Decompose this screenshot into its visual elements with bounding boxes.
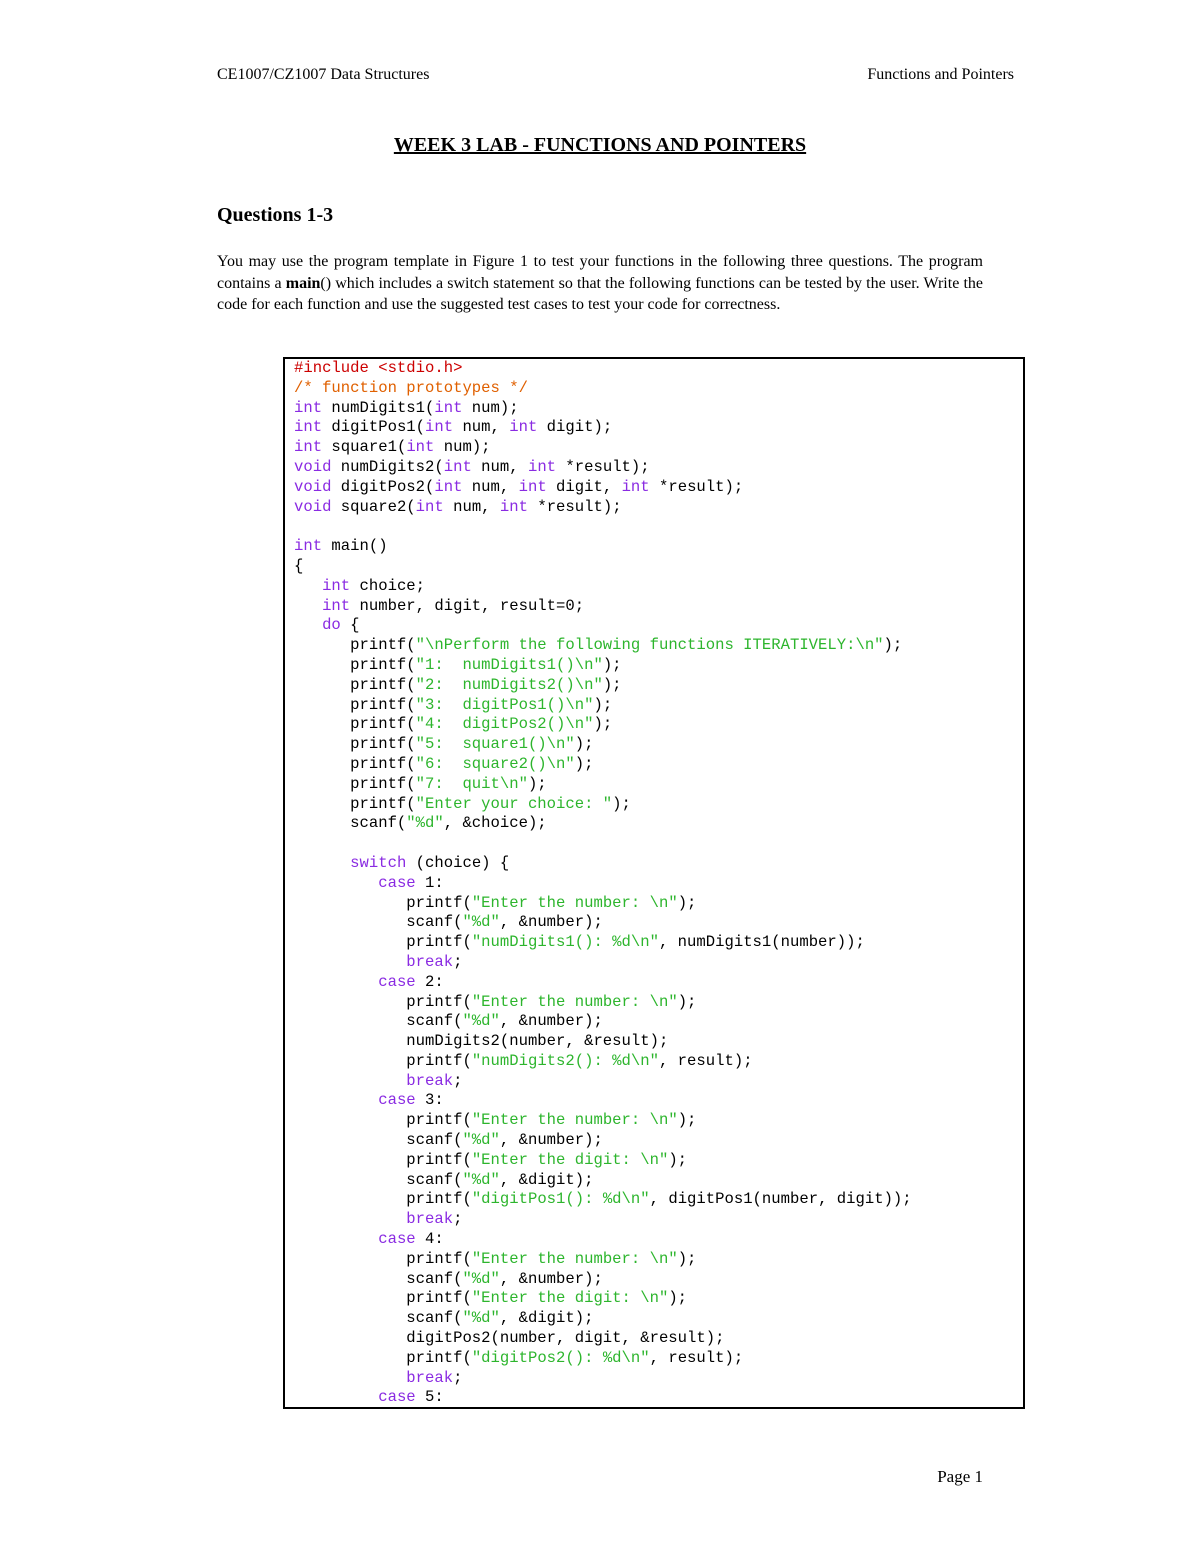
code-token: ); <box>677 1111 697 1130</box>
code-token: numDigits2( <box>331 457 444 476</box>
code-token: , &choice); <box>443 814 547 833</box>
code-token: square1( <box>322 438 407 457</box>
code-token: ); <box>593 695 613 714</box>
code-token: (choice) { <box>406 853 510 872</box>
code-line <box>294 359 912 379</box>
code-line <box>294 1289 912 1309</box>
page-number: Page 1 <box>937 1467 983 1486</box>
code-token: "4: digitPos2()\n" <box>415 715 594 734</box>
code-token: 4: <box>415 1230 444 1249</box>
code-token <box>294 597 322 615</box>
code-token: "%d" <box>462 1309 500 1328</box>
section-heading: Questions 1-3 <box>217 204 334 226</box>
code-line <box>294 1349 912 1369</box>
code-token: break <box>406 952 454 971</box>
code-line <box>294 636 912 656</box>
code-token: printf( <box>294 695 416 714</box>
code-token: case <box>378 1091 416 1110</box>
code-token: scanf( <box>294 913 463 932</box>
code-token: int <box>406 438 435 457</box>
code-token: ; <box>453 952 463 971</box>
code-token: num, <box>453 418 510 437</box>
code-token: "2: numDigits2()\n" <box>415 675 603 694</box>
code-token: printf( <box>294 655 416 674</box>
code-token <box>294 953 406 971</box>
code-line <box>294 498 912 518</box>
code-line <box>294 715 912 735</box>
code-token: "digitPos1(): %d\n" <box>471 1190 650 1209</box>
code-token: printf( <box>294 1150 472 1169</box>
code-token: , &number); <box>499 913 603 932</box>
code-token: "6: square2()\n" <box>415 754 575 773</box>
code-token <box>294 973 378 991</box>
code-token: int <box>621 477 650 496</box>
code-token <box>294 1072 406 1090</box>
code-line <box>294 1012 912 1032</box>
code-token: int <box>322 596 351 615</box>
code-line <box>294 537 912 557</box>
code-token: number, digit, result=0; <box>350 596 585 615</box>
code-line <box>294 577 912 597</box>
code-token: ); <box>668 1150 688 1169</box>
code-line <box>294 1111 912 1131</box>
code-token: ); <box>677 1249 697 1268</box>
code-token: printf( <box>294 675 416 694</box>
code-token: printf( <box>294 1190 472 1209</box>
code-token <box>294 1091 378 1109</box>
code-token: , result); <box>649 1348 744 1367</box>
code-token <box>294 874 378 892</box>
code-token: num, <box>462 477 519 496</box>
code-line <box>294 1091 912 1111</box>
code-token: case <box>378 873 416 892</box>
code-line <box>294 874 912 894</box>
code-line <box>294 517 912 537</box>
code-line <box>294 616 912 636</box>
code-token: "7: quit\n" <box>415 774 528 793</box>
code-token: void <box>294 497 332 516</box>
code-token: printf( <box>294 715 416 734</box>
code-token: printf( <box>294 893 472 912</box>
code-token: void <box>294 477 332 496</box>
code-token: , &digit); <box>499 1170 594 1189</box>
code-token: int <box>499 497 528 516</box>
code-line <box>294 1190 912 1210</box>
code-token: "5: square1()\n" <box>415 735 575 754</box>
code-token: "%d" <box>462 1269 500 1288</box>
code-line <box>294 1250 912 1270</box>
code-token: "numDigits1(): %d\n" <box>471 933 659 952</box>
code-token: "%d" <box>462 1170 500 1189</box>
code-token: 2: <box>415 972 444 991</box>
code-token: "Enter the digit: \n" <box>471 1289 669 1308</box>
code-line <box>294 1388 912 1408</box>
code-token: printf( <box>294 1289 472 1308</box>
code-token: printf( <box>294 1249 472 1268</box>
code-token: ; <box>453 1210 463 1229</box>
code-line <box>294 953 912 973</box>
code-token: int <box>443 457 472 476</box>
code-token: #include <stdio.h> <box>294 359 463 377</box>
code-line <box>294 478 912 498</box>
code-token: printf( <box>294 774 416 793</box>
code-line <box>294 1270 912 1290</box>
code-token: int <box>434 398 463 417</box>
code-token <box>294 1210 406 1228</box>
code-token: scanf( <box>294 1170 463 1189</box>
code-token: "Enter the digit: \n" <box>471 1150 669 1169</box>
code-token: int <box>434 477 463 496</box>
code-token: scanf( <box>294 814 407 833</box>
code-line <box>294 775 912 795</box>
code-line <box>294 1230 912 1250</box>
page-title: WEEK 3 LAB - FUNCTIONS AND POINTERS <box>393 134 807 156</box>
code-token: 1: <box>415 873 444 892</box>
code-token: int <box>425 418 454 437</box>
code-token: digit); <box>537 418 613 437</box>
code-token: int <box>509 418 538 437</box>
code-token <box>294 1369 406 1387</box>
code-token: choice; <box>350 576 426 595</box>
code-line <box>294 379 912 399</box>
code-line <box>294 854 912 874</box>
code-line <box>294 1309 912 1329</box>
code-token: *result); <box>649 477 744 496</box>
code-token: printf( <box>294 735 416 754</box>
intro-paragraph <box>217 251 983 316</box>
code-token: int <box>518 477 547 496</box>
code-line <box>294 458 912 478</box>
code-token: "%d" <box>462 1131 500 1150</box>
code-token: break <box>406 1071 454 1090</box>
code-line <box>294 676 912 696</box>
code-token: , result); <box>658 1051 753 1070</box>
code-token: printf( <box>294 1348 472 1367</box>
intro-main-keyword: main <box>285 274 321 292</box>
code-token: square2( <box>331 497 416 516</box>
intro-text-2: () which includes a switch statement so that the following functions can be tested by the user. Write the code for each function and use the suggested test cases to test your code for correctness. <box>217 274 983 314</box>
code-token: digit, <box>546 477 622 496</box>
code-token: *result); <box>556 457 650 476</box>
intro-text-1: You may use the program template in Figure 1 to test your functions in the following three questions. The program contains a <box>217 253 983 292</box>
code-token: , &number); <box>499 1131 603 1150</box>
code-token: ); <box>527 774 547 793</box>
code-token: int <box>294 418 323 437</box>
code-token: ); <box>883 636 903 655</box>
code-token <box>294 854 350 872</box>
code-line <box>294 597 912 617</box>
code-token: int <box>322 576 351 595</box>
code-token: "3: digitPos1()\n" <box>415 695 594 714</box>
code-line <box>294 1032 912 1052</box>
code-token: case <box>378 1388 416 1407</box>
code-line <box>294 1151 912 1171</box>
code-token: do <box>322 616 341 635</box>
code-line <box>294 399 912 419</box>
code-token: "numDigits2(): %d\n" <box>471 1051 659 1070</box>
code-line <box>294 1131 912 1151</box>
code-token: 5: <box>415 1388 444 1407</box>
code-token: printf( <box>294 754 416 773</box>
code-token: printf( <box>294 992 472 1011</box>
code-line <box>294 755 912 775</box>
code-token: ); <box>574 735 594 754</box>
code-token: "Enter the number: \n" <box>471 893 678 912</box>
code-token <box>294 577 322 595</box>
code-token: 3: <box>415 1091 444 1110</box>
code-line <box>294 656 912 676</box>
code-token: ); <box>602 675 622 694</box>
code-token: "\nPerform the following functions ITERATIVELY:\n" <box>415 636 884 655</box>
code-line <box>294 1329 912 1349</box>
code-token: ); <box>612 794 631 813</box>
code-token: "Enter your choice: " <box>415 794 613 813</box>
code-line <box>294 735 912 755</box>
code-token <box>294 1388 378 1406</box>
code-line <box>294 993 912 1013</box>
code-token: "%d" <box>406 814 444 833</box>
code-token: "%d" <box>462 1012 500 1031</box>
running-header-topic: Functions and Pointers <box>867 66 1014 83</box>
code-token: "Enter the number: \n" <box>471 1249 678 1268</box>
code-token: "Enter the number: \n" <box>471 1111 678 1130</box>
code-token: ); <box>602 655 622 674</box>
code-line <box>294 834 912 854</box>
code-token: break <box>406 1368 454 1387</box>
code-token: "1: numDigits1()\n" <box>415 655 603 674</box>
code-line <box>294 973 912 993</box>
code-token: ); <box>593 715 613 734</box>
code-token: digitPos2( <box>331 477 435 496</box>
code-token: case <box>378 1230 416 1249</box>
code-token: numDigits2(number, &result); <box>294 1032 669 1051</box>
code-listing <box>294 359 912 1408</box>
code-token <box>294 1230 378 1248</box>
code-token: ; <box>453 1368 463 1387</box>
code-line <box>294 557 912 577</box>
code-token: scanf( <box>294 1012 463 1031</box>
code-line <box>294 933 912 953</box>
code-token: , digitPos1(number, digit)); <box>649 1190 912 1209</box>
code-token: /* function prototypes */ <box>294 378 528 397</box>
code-token: num); <box>462 398 519 417</box>
code-token: num); <box>434 438 491 457</box>
code-token: , &digit); <box>499 1309 594 1328</box>
code-line <box>294 814 912 834</box>
code-token: numDigits1( <box>322 398 435 417</box>
code-line <box>294 696 912 716</box>
code-token: printf( <box>294 1111 472 1130</box>
code-token: , &number); <box>499 1012 603 1031</box>
code-token: int <box>294 438 323 457</box>
code-token: , numDigits1(number)); <box>658 933 865 952</box>
code-token: printf( <box>294 933 472 952</box>
code-token: break <box>406 1210 454 1229</box>
code-token: ; <box>453 1071 463 1090</box>
code-token: num, <box>443 497 500 516</box>
code-token: scanf( <box>294 1269 463 1288</box>
code-token: { <box>340 616 360 635</box>
code-line <box>294 913 912 933</box>
code-line <box>294 894 912 914</box>
code-token: "digitPos2(): %d\n" <box>471 1348 650 1367</box>
code-line <box>294 1171 912 1191</box>
code-token: "%d" <box>462 913 500 932</box>
code-line <box>294 438 912 458</box>
code-token: ); <box>668 1289 688 1308</box>
code-token: ); <box>677 992 697 1011</box>
code-token: printf( <box>294 794 416 813</box>
code-token: printf( <box>294 636 416 655</box>
code-line <box>294 795 912 815</box>
code-token: "Enter the number: \n" <box>471 992 678 1011</box>
code-token: digitPos1( <box>322 418 426 437</box>
code-token: ); <box>677 893 697 912</box>
running-header-course: CE1007/CZ1007 Data Structures <box>217 66 430 83</box>
code-line <box>294 1052 912 1072</box>
code-line <box>294 1210 912 1230</box>
code-token: case <box>378 972 416 991</box>
code-token: int <box>294 398 323 417</box>
code-token: { <box>294 556 304 575</box>
code-token: scanf( <box>294 1309 463 1328</box>
code-token: switch <box>350 853 407 872</box>
code-token: scanf( <box>294 1131 463 1150</box>
code-token: num, <box>471 457 528 476</box>
code-line <box>294 1072 912 1092</box>
code-line <box>294 1369 912 1389</box>
code-token: int <box>415 497 444 516</box>
code-token: int <box>294 537 323 556</box>
code-listing-box <box>283 357 1025 1409</box>
code-token: ); <box>574 754 594 773</box>
code-token: digitPos2(number, digit, &result); <box>294 1329 725 1348</box>
code-token: main() <box>322 537 388 556</box>
code-line <box>294 418 912 438</box>
code-token: int <box>527 457 557 476</box>
code-token: void <box>294 457 332 476</box>
code-token: , &number); <box>499 1269 603 1288</box>
code-token: printf( <box>294 1051 472 1070</box>
code-token <box>294 616 322 634</box>
code-token: *result); <box>527 497 622 516</box>
